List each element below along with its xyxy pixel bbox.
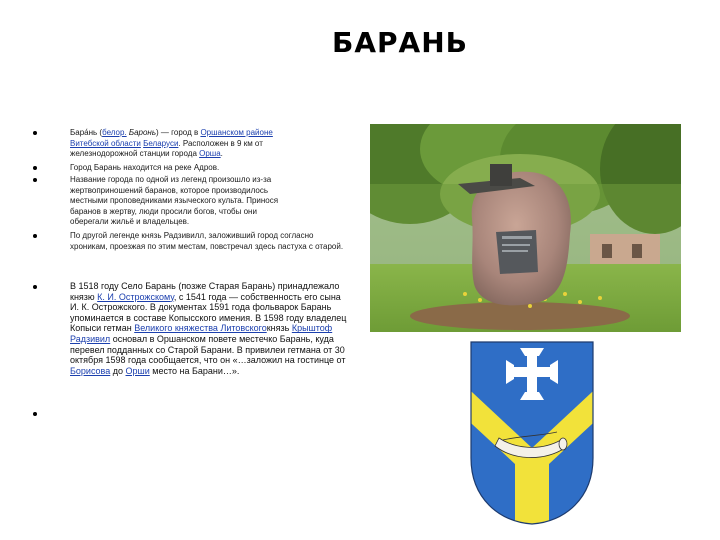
bullet: [33, 234, 37, 238]
link-belarusian[interactable]: белор.: [102, 128, 127, 137]
link-grand-duchy[interactable]: Великого княжества Литовского: [134, 323, 267, 334]
bullet: [33, 285, 37, 289]
memorial-stone-photo: [370, 124, 681, 332]
link-orsha-district[interactable]: Оршанском районе: [200, 128, 273, 137]
link-orsha[interactable]: Орша: [199, 149, 221, 159]
bullet: [33, 166, 37, 170]
bullet: [33, 131, 37, 135]
paragraph-intro: Бара́нь (белор. Баронь) — город в Оршанском районе Витебской области Беларуси. Расположен в 9 км от железнодорожной станции города Орша.: [70, 128, 273, 159]
link-radziwill[interactable]: Крыштоф Радзивил: [70, 323, 333, 344]
link-vitebsk-region[interactable]: Витебской области: [70, 138, 141, 148]
link-belarus[interactable]: Беларуси: [143, 138, 179, 148]
paragraph-legend-1: Название города по одной из легенд произошло из-за жертвоприношений баранов, которое производилось местными проповедниками языческого культа. Принося баранов в жертву, люди просили богов, чтобы они оберегали жильё и владельцев.: [70, 175, 279, 227]
bullet: [33, 412, 37, 416]
bullet-column: [33, 0, 53, 540]
paragraph-river: Город Барань находится на реке Адров.: [70, 163, 220, 172]
page-title: БАРАНЬ: [332, 26, 468, 59]
link-borisov[interactable]: Борисова: [70, 365, 111, 376]
coat-of-arms: [469, 340, 595, 526]
link-orsha-2[interactable]: Орши: [125, 365, 150, 376]
paragraph-history: В 1518 году Село Барань (позже Старая Барань) принадлежало князю К. И. Острожскому, с 1541 года — собственность его сына И. К. Острожского. В документах 1591 года фольварок Барань упоминается в составе Копысского имения. В 1598 году владелец Копыси гетман Великого княжества Литовскогокнязь Крыштоф Радзивил основал в Оршанском повете местечко Барань, куда перевел подданных со Старой Барани. В привилеи гетмана от 30 октября 1598 года сообщается, что он «…заложил на гостинце от Борисова до Орши место на Барани…».: [70, 281, 347, 376]
bullet: [33, 178, 37, 182]
paragraph-legend-2: По другой легенде князь Радзивилл, заложивший город согласно хроникам, проезжая по этим местам, повстречал здесь пастуха с отарой.: [70, 231, 344, 251]
link-ostrozhsky[interactable]: К. И. Острожскому: [97, 291, 174, 302]
